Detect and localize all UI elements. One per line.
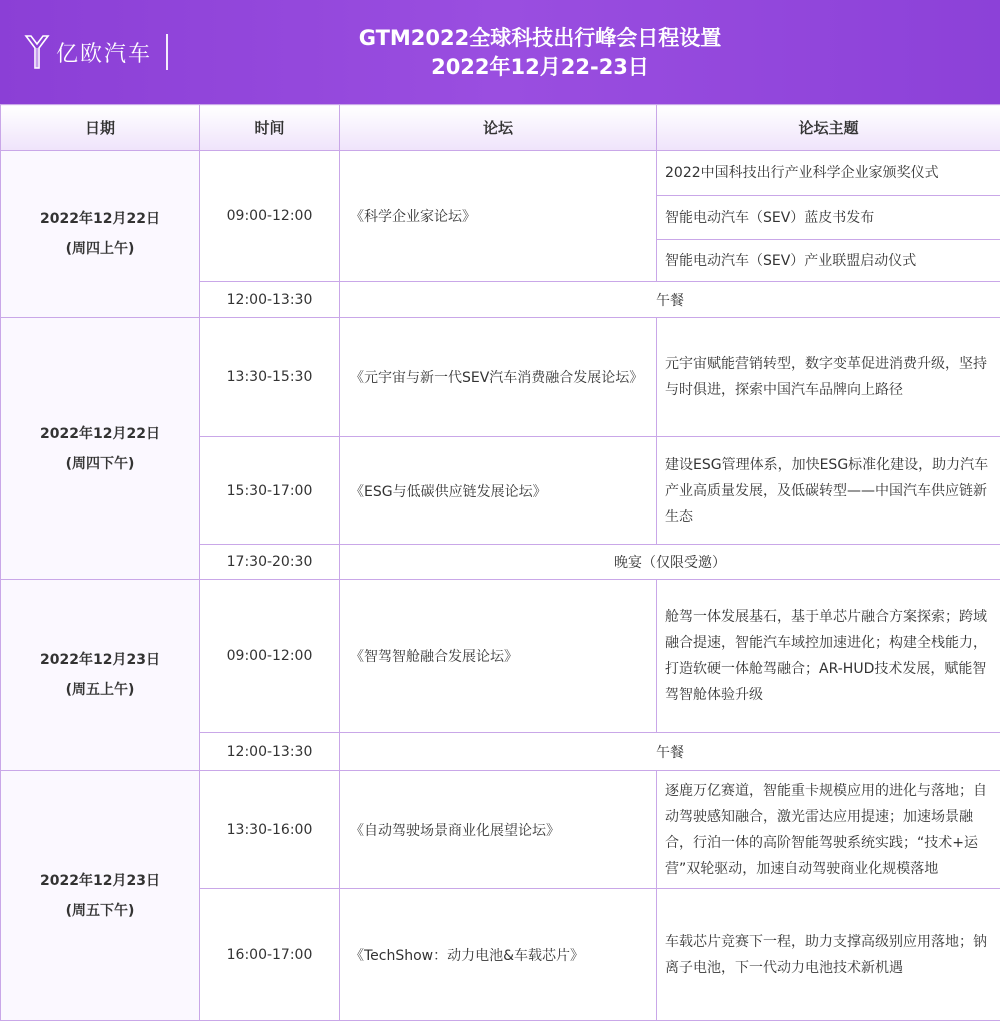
page-header xyxy=(0,0,1000,104)
table-header-row xyxy=(1,105,1000,151)
forum-topic: 元宇宙赋能营销转型，数字变革促进消费升级，坚持与时俱进，探索中国汽车品牌向上路径 xyxy=(657,318,1000,437)
session-period: (周四下午) xyxy=(65,455,135,472)
forum-name: 《自动驾驶场景商业化展望论坛》 xyxy=(340,771,657,889)
column-header-time: 时间 xyxy=(200,105,340,151)
session-date-cell xyxy=(1,318,200,580)
forum-topic: 智能电动汽车（SEV）产业联盟启动仪式 xyxy=(657,240,1000,282)
session-date: 2022年12月23日 xyxy=(40,652,160,668)
column-header-topic: 论坛主题 xyxy=(657,105,1000,151)
title-line-1: GTM2022全球科技出行峰会日程设置 xyxy=(358,26,722,50)
yiou-logo-icon xyxy=(24,34,50,70)
forum-topic: 舱驾一体发展基石，基于单芯片融合方案探索；跨域融合提速，智能汽车域控加速进化；构建全栈能力，打造软硬一体舱驾融合；AR-HUD技术发展，赋能智驾智舱体验升级 xyxy=(657,580,1000,733)
session-period: (周五上午) xyxy=(65,682,135,698)
table-row xyxy=(1,771,1000,889)
column-header-forum: 论坛 xyxy=(340,105,657,151)
forum-topic: 车载芯片竞赛下一程，助力支撑高级别应用落地；钠离子电池，下一代动力电池技术新机遇 xyxy=(657,889,1000,1021)
title-line-2: 2022年12月22-23日 xyxy=(431,55,649,79)
forum-time: 15:30-17:00 xyxy=(200,437,340,545)
session-date-cell xyxy=(1,151,200,318)
forum-topic: 逐鹿万亿赛道，智能重卡规模应用的进化与落地；自动驾驶感知融合，激光雷达应用提速；加速场景融合，行泊一体的高阶智能驾驶系统实践；“技术+运营”双轮驱动，加速自动驾驶商业化规模落地 xyxy=(657,771,1000,889)
break-label: 午餐 xyxy=(340,733,1000,771)
forum-time: 09:00-12:00 xyxy=(200,580,340,733)
break-time: 12:00-13:30 xyxy=(200,282,340,318)
table-row xyxy=(1,318,1000,437)
table-row xyxy=(1,580,1000,733)
session-date-cell xyxy=(1,771,200,1021)
forum-name: 《ESG与低碳供应链发展论坛》 xyxy=(340,437,657,545)
forum-time: 09:00-12:00 xyxy=(200,151,340,282)
logo-divider xyxy=(166,34,168,70)
schedule-table xyxy=(0,104,1000,1021)
logo xyxy=(24,30,168,74)
break-time: 17:30-20:30 xyxy=(200,545,340,580)
session-date: 2022年12月22日 xyxy=(40,425,160,442)
forum-topic: 2022中国科技出行产业科学企业家颁奖仪式 xyxy=(657,151,1000,196)
forum-name: 《科学企业家论坛》 xyxy=(340,151,657,282)
session-date-cell xyxy=(1,580,200,771)
session-period: (周五下午) xyxy=(65,902,135,919)
session-period: (周四上午) xyxy=(65,241,135,257)
table-row xyxy=(1,151,1000,196)
forum-topic: 智能电动汽车（SEV）蓝皮书发布 xyxy=(657,196,1000,240)
break-label: 午餐 xyxy=(340,282,1000,318)
page-title xyxy=(250,24,830,82)
forum-time: 16:00-17:00 xyxy=(200,889,340,1021)
forum-time: 13:30-16:00 xyxy=(200,771,340,889)
forum-name: 《智驾智舱融合发展论坛》 xyxy=(340,580,657,733)
forum-name: 《元宇宙与新一代SEV汽车消费融合发展论坛》 xyxy=(340,318,657,437)
break-time: 12:00-13:30 xyxy=(200,733,340,771)
break-label: 晚宴（仅限受邀） xyxy=(340,545,1000,580)
forum-time: 13:30-15:30 xyxy=(200,318,340,437)
session-date: 2022年12月22日 xyxy=(40,211,160,227)
forum-topic: 建设ESG管理体系，加快ESG标准化建设，助力汽车产业高质量发展，及低碳转型——中国汽车供应链新生态 xyxy=(657,437,1000,545)
forum-name: 《TechShow：动力电池&车载芯片》 xyxy=(340,889,657,1021)
logo-text: 亿欧汽车 xyxy=(56,41,153,67)
session-date: 2022年12月23日 xyxy=(40,872,160,889)
column-header-date: 日期 xyxy=(1,105,200,151)
